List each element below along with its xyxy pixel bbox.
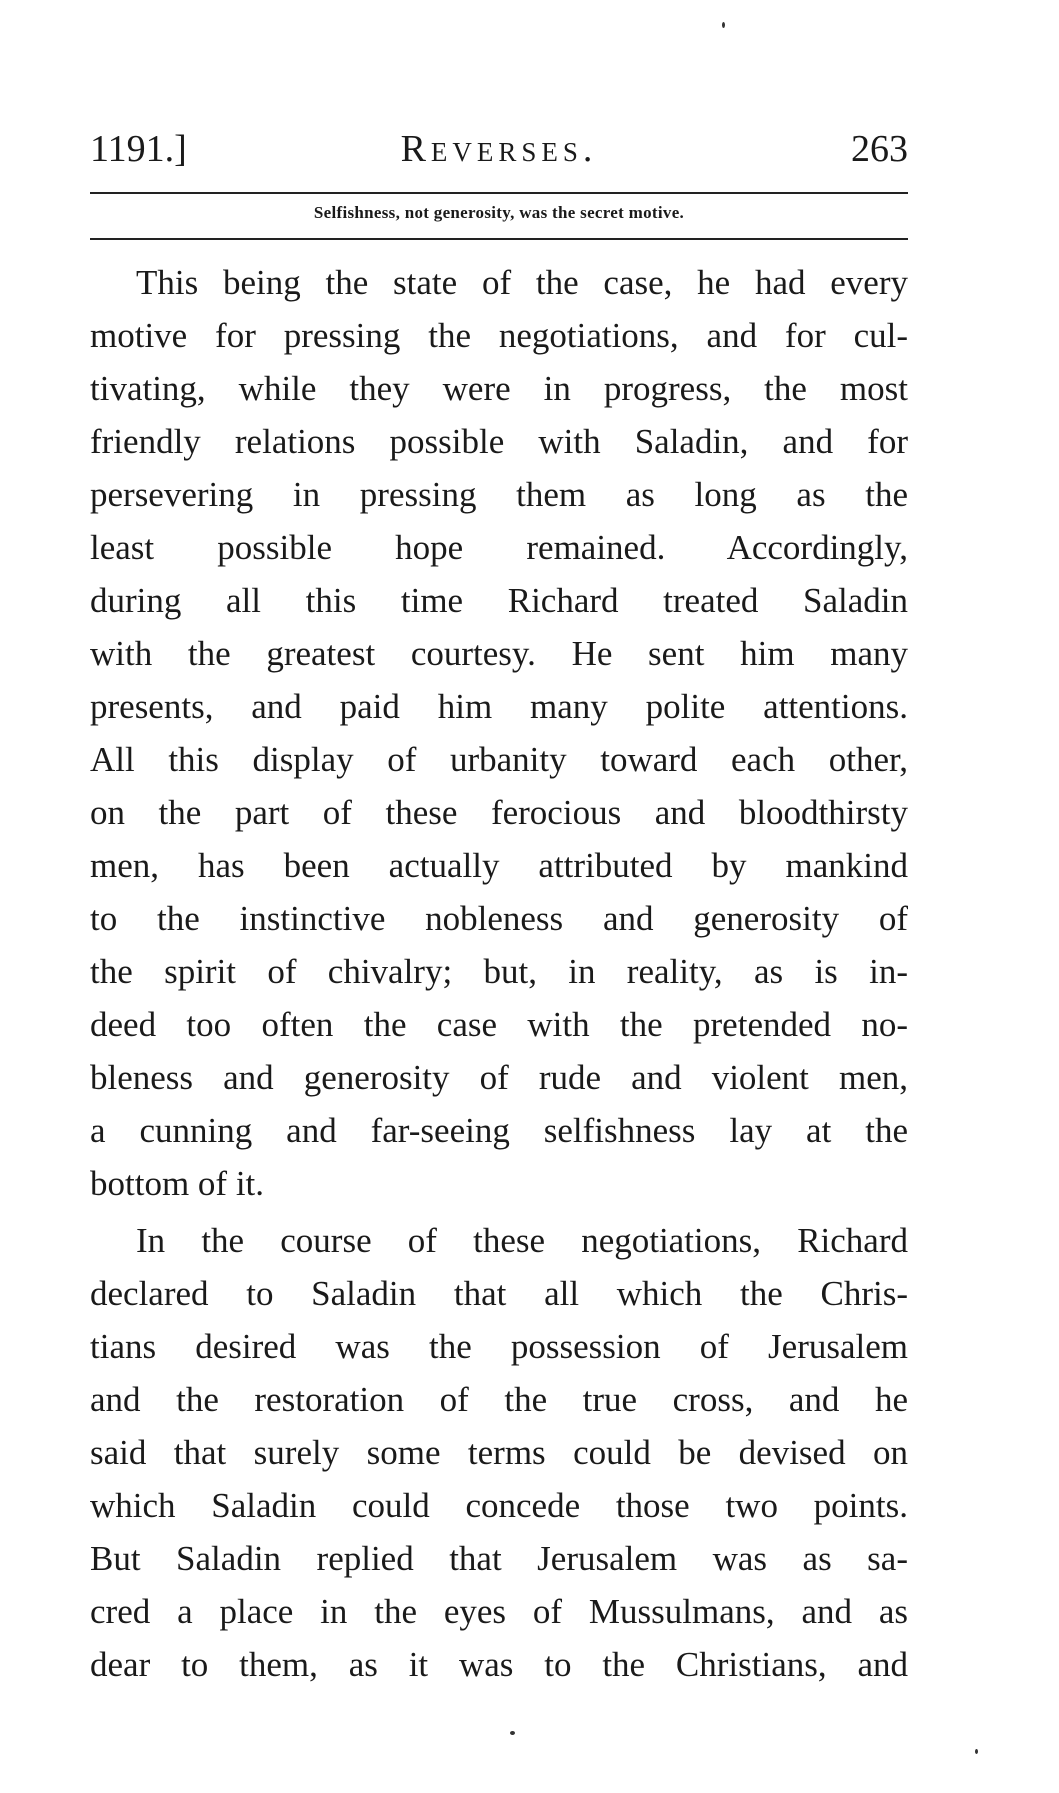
text-line: tivating, while they were in progress, the most	[90, 369, 908, 408]
paragraph	[90, 1214, 908, 1691]
text-line: bottom of it.	[90, 1164, 265, 1203]
header-title: Reverses.	[400, 128, 598, 170]
text-line: and the restoration of the true cross, and he	[90, 1380, 908, 1419]
text-line: But Saladin replied that Jerusalem was as sa-	[90, 1539, 908, 1578]
paragraph	[90, 256, 908, 1210]
text-line: All this display of urbanity toward each other,	[90, 740, 908, 779]
text-line: friendly relations possible with Saladin, and for	[90, 422, 908, 461]
text-line: cred a place in the eyes of Mussulmans, and as	[90, 1592, 908, 1631]
text-line: This being the state of the case, he had every	[136, 263, 908, 302]
text-line: presents, and paid him many polite attentions.	[90, 687, 908, 726]
header-rule-top	[90, 192, 908, 194]
text-line: tians desired was the possession of Jerusalem	[90, 1327, 908, 1366]
text-line: motive for pressing the negotiations, and for cul-	[90, 316, 908, 355]
text-line: declared to Saladin that all which the Chris-	[90, 1274, 908, 1313]
text-line: dear to them, as it was to the Christians, and	[90, 1645, 908, 1684]
text-line: deed too often the case with the pretended no-	[90, 1005, 908, 1044]
text-line: which Saladin could concede those two points.	[90, 1486, 908, 1525]
text-line: the spirit of chivalry; but, in reality, as is in-	[90, 952, 908, 991]
print-speck	[722, 22, 725, 28]
print-speck	[975, 1749, 978, 1754]
text-line: said that surely some terms could be devised on	[90, 1433, 908, 1472]
text-line: a cunning and far-seeing selfishness lay at the	[90, 1111, 908, 1150]
text-line: to the instinctive nobleness and generosity of	[90, 899, 908, 938]
running-head	[90, 124, 908, 174]
header-year: 1191.]	[90, 128, 187, 170]
body-text	[90, 256, 908, 1691]
text-line: least possible hope remained. Accordingly,	[90, 528, 908, 567]
text-line: persevering in pressing them as long as the	[90, 475, 908, 514]
text-line: bleness and generosity of rude and violent men,	[90, 1058, 908, 1097]
text-line: men, has been actually attributed by mankind	[90, 846, 908, 885]
text-line: on the part of these ferocious and bloodthirsty	[90, 793, 908, 832]
print-speck	[510, 1731, 515, 1735]
header-rule-bottom	[90, 238, 908, 240]
text-line: In the course of these negotiations, Richard	[136, 1221, 908, 1260]
text-line: during all this time Richard treated Saladin	[90, 581, 908, 620]
page-number: 263	[851, 128, 908, 170]
side-note: Selfishness, not generosity, was the secret motive.	[313, 203, 685, 222]
text-line: with the greatest courtesy. He sent him many	[90, 634, 908, 673]
